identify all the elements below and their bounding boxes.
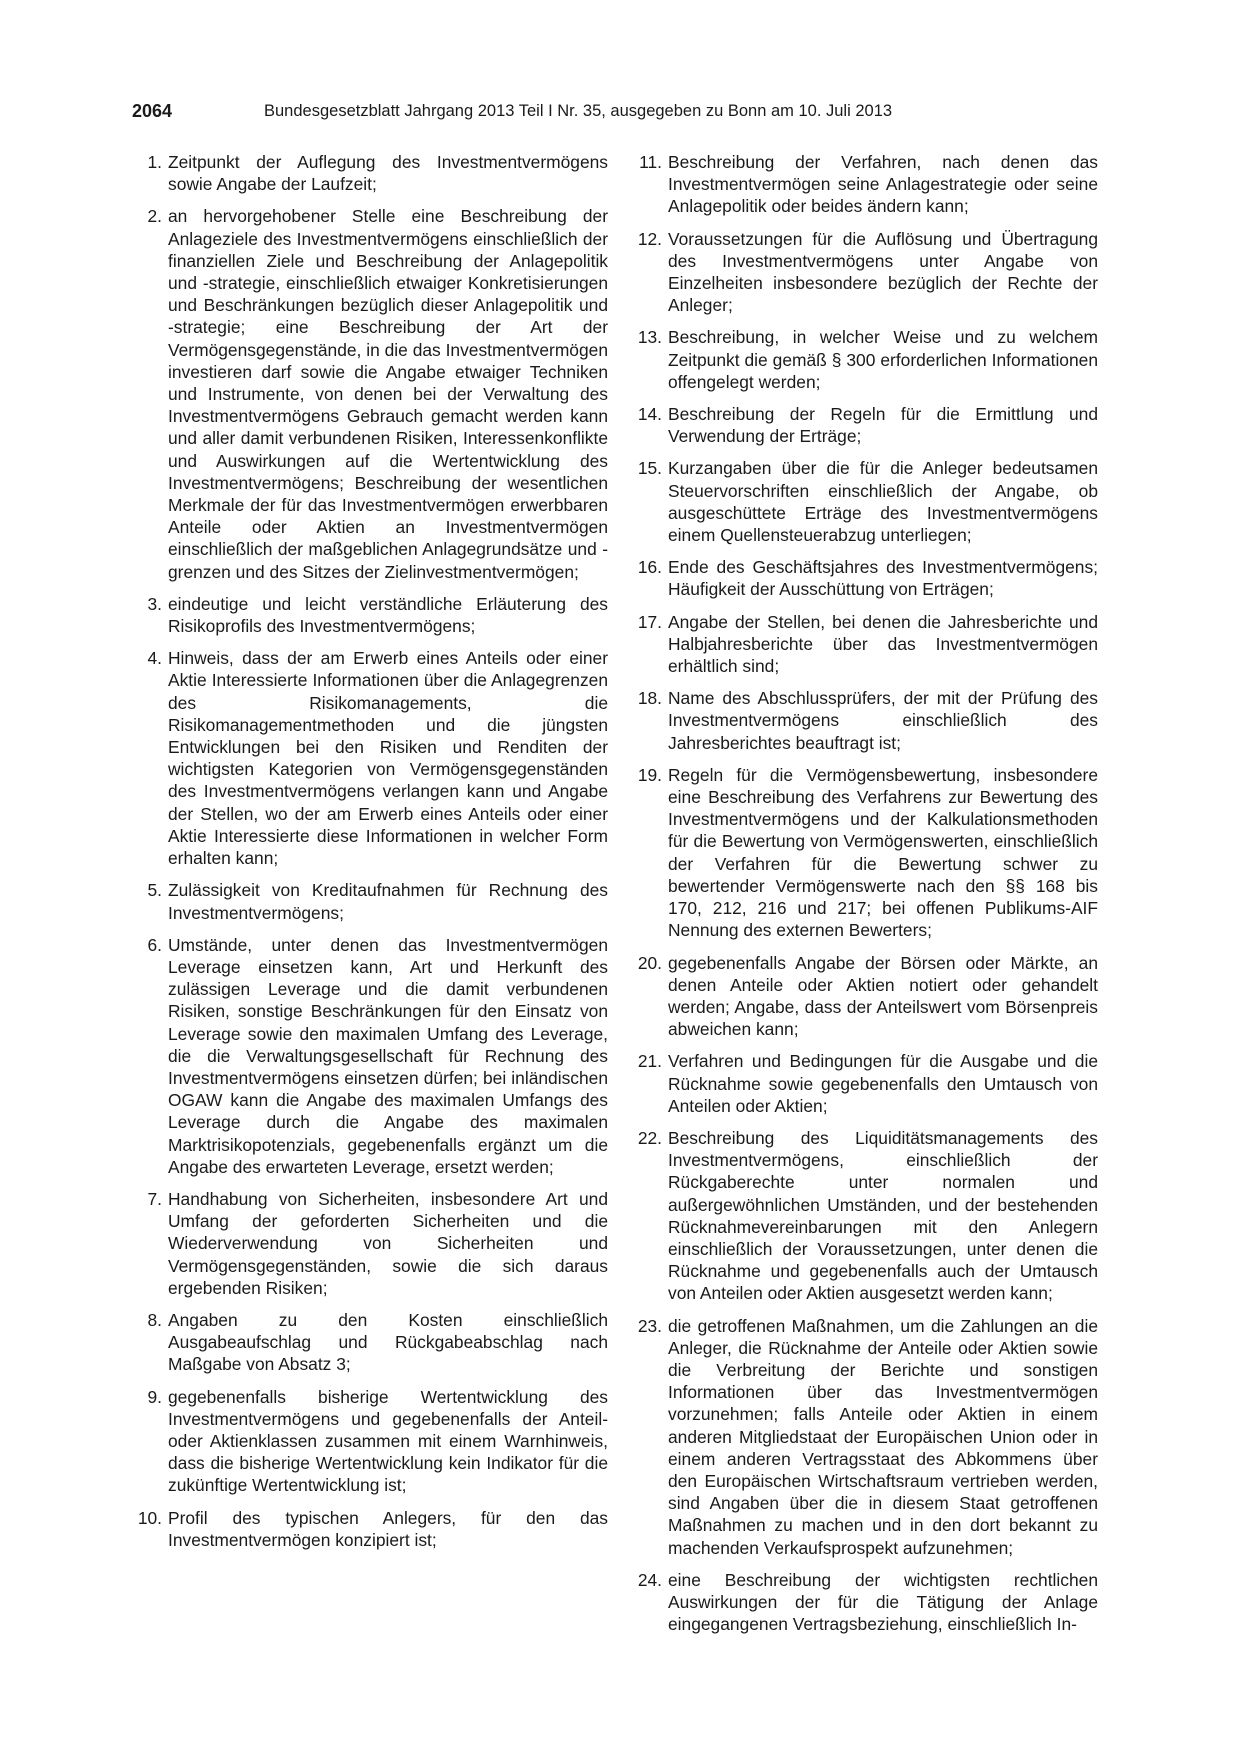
left-column [132,151,608,1561]
item-text: Verfahren und Bedingungen für die Ausgabe und die Rücknahme sowie gegebenenfalls den Umtausch von Anteilen oder Aktien; [668,1051,1098,1116]
item-number: 21. [637,1051,662,1072]
list-item [132,205,608,582]
item-text: an hervorgehobener Stelle eine Beschreibung der Anlageziele des Investmentvermögens einschließlich der finanziellen Ziele und Beschreibung der Anlagepolitik und -strategie, einschließlich etwaiger Konkretisierungen und Beschränkungen bezüglich dieser Anlagepolitik und -strategie; eine Beschreibung der Art der Vermögensgegenstände, in die das Investmentvermögen investieren darf sowie die Angabe etwaiger Techniken und Instrumente, von denen bei der Verwaltung des Investmentvermögens Gebrauch gemacht werden kann und aller damit verbundenen Risiken, Interessenkonflikte und Auswirkungen auf die Wertentwicklung des Investmentvermögens; Beschreibung der wesentlichen Merkmale der für das Investmentvermögen erwerbbaren Anteile oder Aktien an Investmentvermögen einschließlich der maßgeblichen Anlagegrundsätze und -grenzen und des Sitzes der Zielinvestmentvermögen; [168,206,608,582]
list-item [632,403,1098,447]
item-text: Angabe der Stellen, bei denen die Jahresberichte und Halbjahresberichte über das Investmentvermögen erhältlich sind; [668,611,1098,677]
item-text: eindeutige und leicht verständliche Erläuterung des Risikoprofils des Investmentvermögens; [168,593,608,637]
item-text: eine Beschreibung der wichtigsten rechtlichen Auswirkungen der für die Tätigung der Anlage eingegangenen Vertragsbeziehung, einschließlich In- [668,1569,1098,1635]
item-text: Voraussetzungen für die Auflösung und Übertragung des Investmentvermögens unter Angabe von Einzelheiten insbesondere bezüglich der Rechte der Anleger; [668,228,1098,316]
item-number: 3. [147,593,162,614]
list-item [632,457,1098,546]
item-number: 12. [637,228,662,249]
item-number: 4. [147,648,162,669]
item-number: 16. [637,557,662,578]
item-text: Umstände, unter denen das Investmentvermögen Leverage einsetzen kann, Art und Herkunft des zulässigen Leverage und die damit verbundenen Risiken, sonstige Beschränkungen für den Einsatz von Leverage sowie den maximalen Umfang des Leverage, die die Verwaltungsgesellschaft für Rechnung des Investmentvermögens einsetzen dürfen; bei inländischen OGAW kann die Angabe des maximalen Umfangs des Leverage durch die Angabe des maximalen Marktrisikopotenzials, gegebenenfalls ergänzt um die Angabe des erwarteten Leverage, ersetzt werden; [168,934,608,1177]
item-text: Beschreibung der Regeln für die Ermittlung und Verwendung der Erträge; [668,404,1098,447]
item-number: 22. [637,1127,662,1148]
list-item [632,1569,1098,1636]
item-number: 5. [147,880,162,901]
list-item [132,1188,608,1299]
item-text: Zulässigkeit von Kreditaufnahmen für Rechnung des Investmentvermögens; [168,880,608,923]
list-item [632,326,1098,393]
list-item [632,151,1098,218]
item-text: gegebenenfalls Angabe der Börsen oder Märkte, an denen Anteile oder Aktien notiert oder gehandelt werden; Angabe, dass der Anteilswert vom Börsenpreis abweichen kann; [668,952,1098,1040]
list-item [632,228,1098,317]
list-item [632,556,1098,600]
item-text: Beschreibung, in welcher Weise und zu welchem Zeitpunkt die gemäß § 300 erforderlichen Informationen offengelegt werden; [668,327,1098,392]
list-item [632,611,1098,678]
list-item [632,1127,1098,1305]
list-item [632,1315,1098,1559]
list-item [132,151,608,195]
list-item [132,1507,608,1551]
item-number: 13. [637,327,662,348]
item-number: 17. [637,611,662,632]
list-item [632,1050,1098,1117]
item-text: Beschreibung der Verfahren, nach denen das Investmentvermögen seine Anlagestrategie oder seine Anlagepolitik oder beides ändern kann; [668,152,1098,217]
item-number: 24. [637,1569,662,1590]
list-item [132,647,608,869]
list-item [132,934,608,1178]
list-item [632,952,1098,1041]
list-item [132,1386,608,1497]
item-text: Angaben zu den Kosten einschließlich Ausgabeaufschlag und Rückgabeabschlag nach Maßgabe von Absatz 3; [168,1309,608,1375]
gazette-title: Bundesgesetzblatt Jahrgang 2013 Teil I Nr. 35, ausgegeben zu Bonn am 10. Juli 2013 [264,102,893,120]
item-number: 10. [137,1507,162,1528]
list-item [132,593,608,637]
list-item [132,1309,608,1376]
right-column [632,151,1098,1645]
item-number: 23. [637,1315,662,1336]
item-number: 8. [147,1309,162,1330]
item-text: Profil des typischen Anlegers, für den das Investmentvermögen konzipiert ist; [168,1507,608,1550]
list-item [632,687,1098,754]
item-number: 15. [637,458,662,479]
list-item [632,764,1098,942]
page-number: 2064 [132,101,173,121]
item-text: Handhabung von Sicherheiten, insbesondere Art und Umfang der geforderten Sicherheiten und die Wiederverwendung von Sicherheiten und Vermögensgegenständen, sowie die sich daraus ergebenden Risiken; [168,1188,608,1298]
item-number: 14. [637,404,662,425]
item-number: 2. [147,206,162,227]
item-text: Beschreibung des Liquiditätsmanagements des Investmentvermögens, einschließlich der Rückgaberechte unter normalen und außergewöhnlichen Umständen, und der bestehenden Rücknahmevereinbarungen mit den Anlegern einschließlich der Voraussetzungen, unter denen die Rücknahme und gegebenenfalls auch der Umtausch von Anteilen oder Aktien ausgesetzt werden kann; [668,1127,1098,1304]
item-number: 20. [637,952,662,973]
item-text: Kurzangaben über die für die Anleger bedeutsamen Steuervorschriften einschließlich der Angabe, ob ausgeschüttete Erträge des Investmentvermögens einem Quellensteuerabzug unterliegen; [668,458,1098,546]
item-text: die getroffenen Maßnahmen, um die Zahlungen an die Anleger, die Rücknahme der Anteile oder Aktien sowie die Verbreitung der Berichte und sonstigen Informationen über das Investmentvermögen vorzunehmen; falls Anteile oder Aktien in einem anderen Mitgliedstaat der Europäischen Union oder in einem anderen Vertragsstaat des Abkommens über den Europäischen Wirtschaftsraum vertrieben werden, sind Angaben über die in diesem Staat getroffenen Maßnahmen zu machen und in den dort bekannt zu machenden Verkaufsprospekt aufzunehmen; [668,1315,1098,1558]
item-number: 7. [147,1188,162,1209]
list-item [132,879,608,923]
item-text: Name des Abschlussprüfers, der mit der Prüfung des Investmentvermögens einschließlich des Jahresberichtes beauftragt ist; [668,688,1098,753]
item-number: 18. [637,688,662,709]
item-text: Ende des Geschäftsjahres des Investmentvermögens; Häufigkeit der Ausschüttung von Erträgen; [668,557,1098,600]
item-number: 6. [147,934,162,955]
item-number: 11. [639,152,662,172]
item-text: Regeln für die Vermögensbewertung, insbesondere eine Beschreibung des Verfahrens zur Bewertung des Investmentvermögens und der Kalkulationsmethoden für die Bewertung von Vermögenswerten, einschließlich der Verfahren für die Bewertung schwer zu bewertender Vermögenswerte nach den §§ 168 bis 170, 212, 216 und 217; bei offenen Publikums-AIF Nennung des externen Bewerters; [668,764,1098,941]
item-text: Hinweis, dass der am Erwerb eines Anteils oder einer Aktie Interessierte Informationen über die Anlagegrenzen des Risikomanagements, die Risikomanagementmethoden und die jüngsten Entwicklungen bei den Risiken und Renditen der wichtigsten Kategorien von Vermögensgegenständen des Investmentvermögens verlangen kann und Angabe der Stellen, wo der am Erwerb eines Anteils oder einer Aktie Interessierte diese Informationen in welcher Form erhalten kann; [168,648,608,869]
item-number: 1. [147,152,162,172]
item-text: gegebenenfalls bisherige Wertentwicklung des Investmentvermögens und gegebenenfalls der Anteil- oder Aktienklassen zusammen mit einem Warnhinweis, dass die bisherige Wertentwicklung kein Indikator für die zukünftige Wertentwicklung ist; [168,1386,608,1496]
item-number: 9. [147,1386,162,1407]
item-text: Zeitpunkt der Auflegung des Investmentvermögens sowie Angabe der Laufzeit; [168,152,608,195]
item-number: 19. [637,764,662,785]
